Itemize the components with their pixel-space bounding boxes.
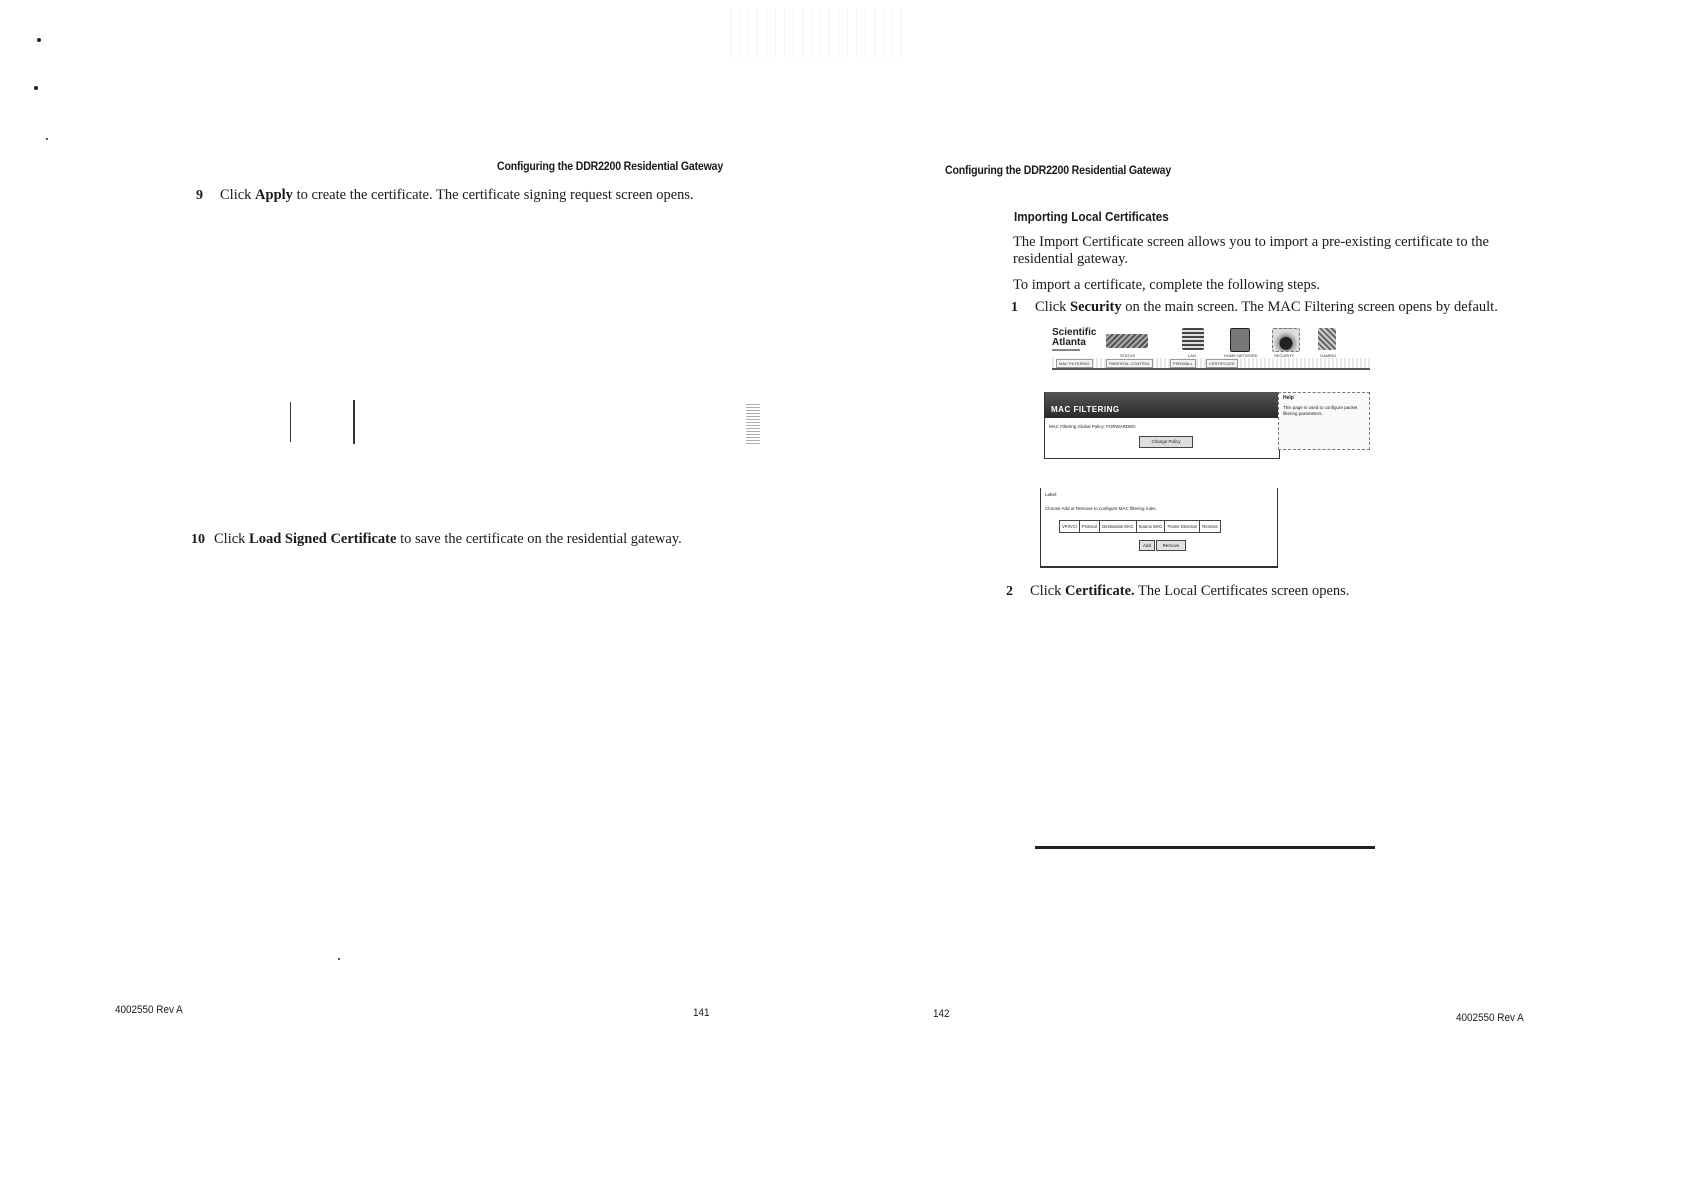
tab-certificate[interactable]: CERTIFICATE <box>1206 359 1238 368</box>
step-number: 9 <box>196 188 203 203</box>
column-header: Protocol <box>1080 521 1100 532</box>
column-header: Destination MAC <box>1100 521 1136 532</box>
right-footer-doc-number: 4002550 Rev A <box>1456 1012 1524 1024</box>
scan-mark <box>290 402 291 442</box>
mac-rules-panel <box>1040 488 1278 568</box>
remove-button[interactable]: Remove <box>1156 540 1186 551</box>
left-page-number: 141 <box>693 1007 710 1019</box>
logo-underline <box>1052 349 1080 351</box>
lan-icon[interactable] <box>1182 328 1204 350</box>
add-button[interactable]: Add <box>1139 540 1155 551</box>
home-network-icon[interactable] <box>1230 328 1250 352</box>
global-policy-text: MAC Filtering Global Policy: FORWARDED <box>1049 424 1136 429</box>
help-title: Help <box>1283 395 1294 401</box>
tab-firewall[interactable]: FIREWALL <box>1170 359 1196 368</box>
column-header: Remove <box>1202 524 1218 529</box>
tab-mac-filtering[interactable]: MAC FILTERING <box>1056 359 1093 368</box>
column-header: Frame Direction <box>1165 521 1200 532</box>
scan-speck <box>338 958 340 960</box>
left-footer-doc-number: 4002550 Rev A <box>115 1004 183 1016</box>
scan-speck <box>46 138 48 140</box>
step-text: Click Certificate. The Local Certificates screen opens. <box>1030 583 1350 599</box>
lead-paragraph: To import a certificate, complete the following steps. <box>1013 277 1321 293</box>
scan-noise <box>730 8 910 58</box>
scientific-atlanta-logo: Scientific Atlanta <box>1052 327 1097 348</box>
nav-label-gaming: GAMING <box>1320 353 1337 358</box>
step-number: 2 <box>1006 584 1013 599</box>
intro-paragraph: The Import Certificate screen allows you to import a pre-existing certificate to the residential gateway. <box>1013 234 1489 267</box>
step-text: Click Apply to create the certificate. The certificate signing request screen opens. <box>220 187 694 203</box>
step-number: 1 <box>1011 300 1018 315</box>
mac-filtering-panel <box>1044 392 1280 459</box>
left-page-header: Configuring the DDR2200 Residential Gateway <box>497 161 724 173</box>
change-policy-button[interactable]: Change Policy <box>1139 436 1193 448</box>
nav-label-lan: LAN <box>1188 353 1196 358</box>
scan-speck <box>37 38 41 42</box>
scan-speck <box>34 86 38 90</box>
section-title: Importing Local Certificates <box>1014 209 1169 224</box>
nav-label-status: STATUS <box>1120 353 1136 358</box>
step-number: 10 <box>191 532 205 547</box>
rules-table-header <box>1059 520 1221 533</box>
nav-label-home-network: HOME NETWORK <box>1224 353 1258 358</box>
scan-mark <box>746 404 760 444</box>
status-icon[interactable] <box>1106 334 1148 348</box>
mac-filtering-screenshot <box>1040 322 1370 572</box>
rules-label: Label: <box>1045 492 1058 497</box>
nav-label-security: SECURITY <box>1274 353 1295 358</box>
tab-parental-control[interactable]: PARENTAL CONTROL <box>1106 359 1153 368</box>
rules-instructions: Choose Add or Remove to configure MAC filtering rules. <box>1045 506 1157 511</box>
panel-title: MAC FILTERING <box>1051 405 1120 414</box>
horizontal-rule <box>1035 846 1375 849</box>
column-header: VPI/VCI <box>1060 521 1080 532</box>
help-box <box>1278 392 1370 450</box>
step-text: Click Security on the main screen. The MAC Filtering screen opens by default. <box>1035 299 1498 315</box>
scan-mark <box>353 400 355 444</box>
right-page-header: Configuring the DDR2200 Residential Gateway <box>945 165 1172 177</box>
column-header: Source MAC <box>1137 521 1166 532</box>
help-text: This page is used to configure packet filtering parameters. <box>1283 405 1358 416</box>
right-page-number: 142 <box>933 1008 950 1020</box>
step-text: Click Load Signed Certificate to save the certificate on the residential gateway. <box>214 531 682 547</box>
gaming-icon[interactable] <box>1318 328 1336 350</box>
lock-icon[interactable] <box>1272 328 1300 352</box>
